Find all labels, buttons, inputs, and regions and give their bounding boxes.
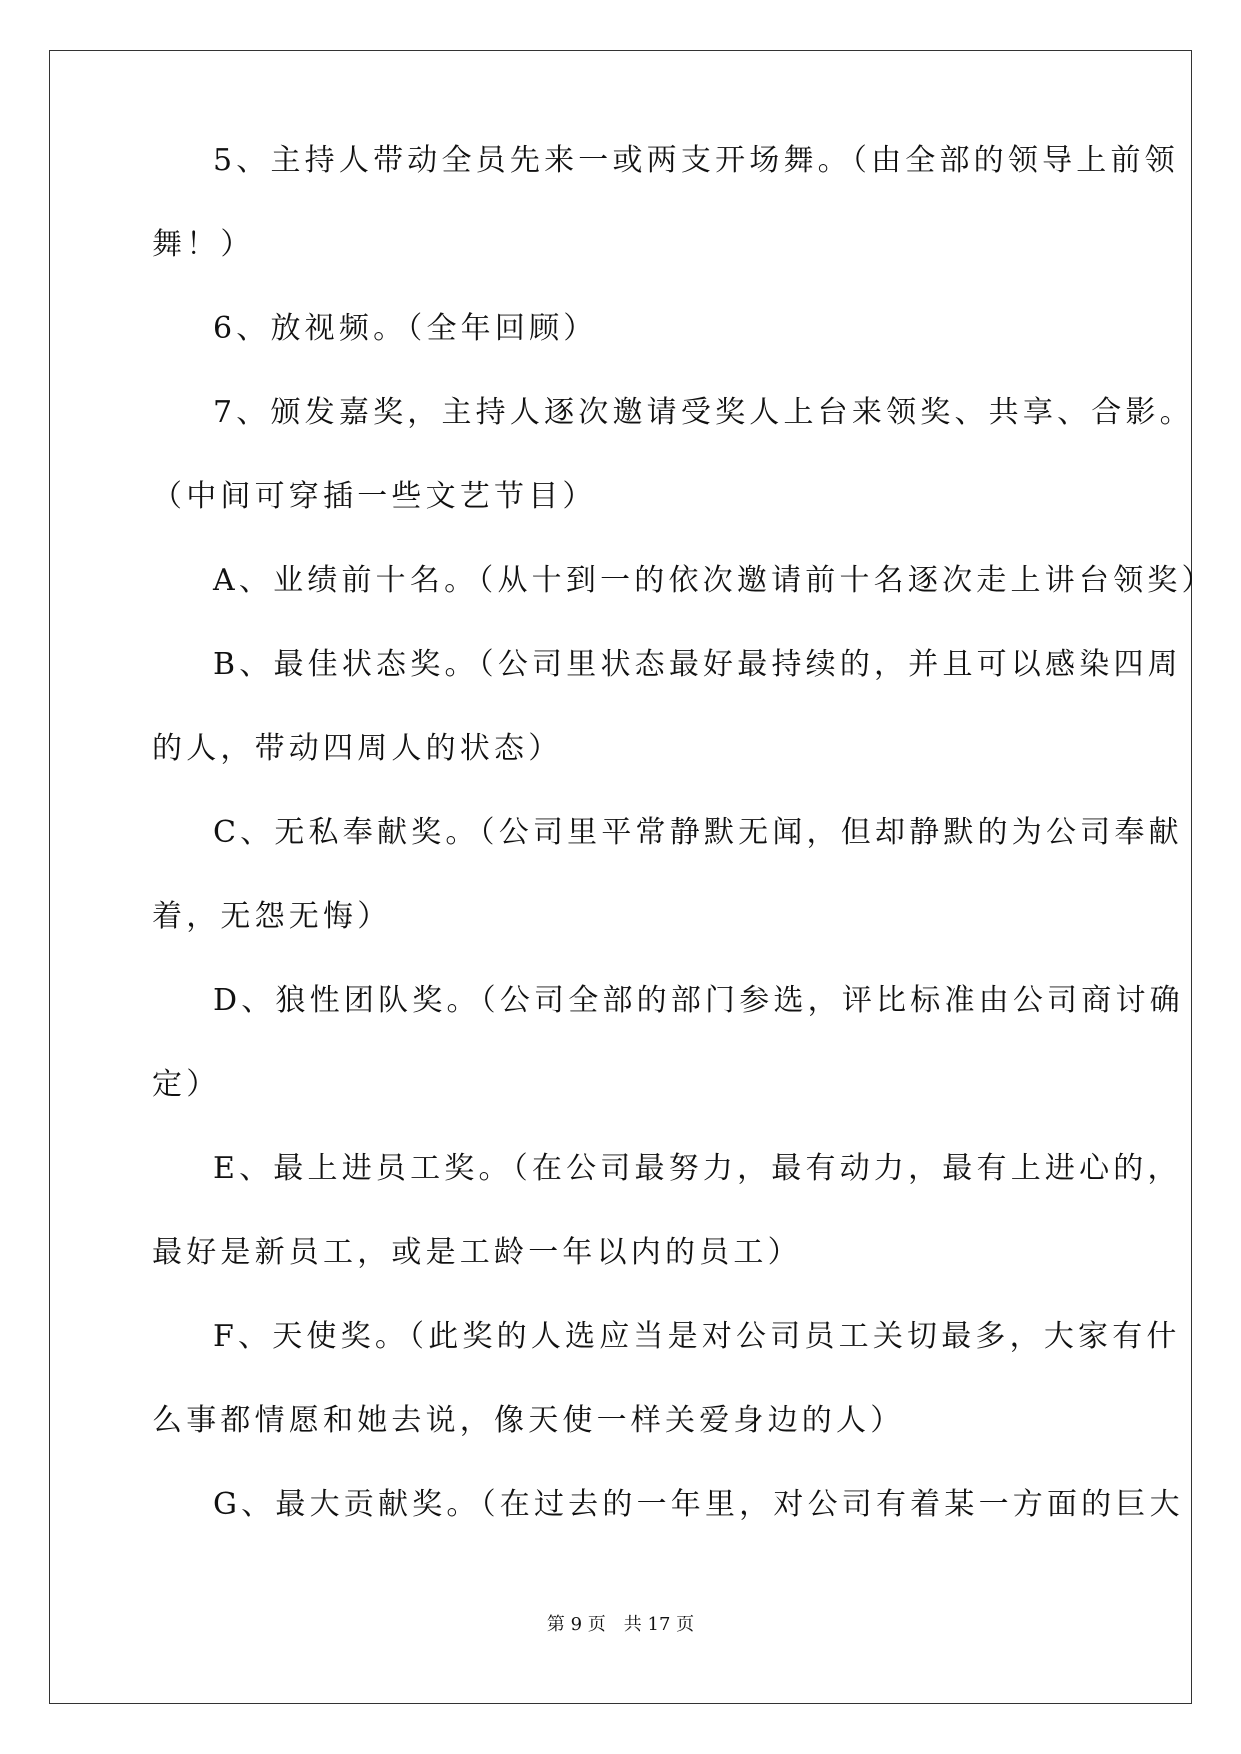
paragraph-line: 5、主持人带动全员先来一或两支开场舞。（由全部的领导上前领 xyxy=(213,143,1179,178)
paragraph-line: 着，无怨无悔） xyxy=(152,899,392,934)
paragraph-line: 7、颁发嘉奖，主持人逐次邀请受奖人上台来领奖、共享、合影。 xyxy=(213,395,1194,430)
paragraph-line: B、最佳状态奖。（公司里状态最好最持续的，并且可以感染四周 xyxy=(213,647,1182,682)
paragraph-line: D、狼性团队奖。（公司全部的部门参选，评比标准由公司商讨确 xyxy=(213,983,1184,1018)
paragraph-line: 最好是新员工，或是工龄一年以内的员工） xyxy=(152,1235,802,1270)
paragraph-line: 舞！） xyxy=(152,227,255,262)
paragraph-line: G、最大贡献奖。（在过去的一年里，对公司有着某一方面的巨大 xyxy=(213,1487,1184,1522)
paragraph-line: （中间可穿插一些文艺节目） xyxy=(152,479,597,514)
page-number-footer: 第 9 页 共 17 页 xyxy=(546,1614,695,1635)
paragraph-line: 6、放视频。（全年回顾） xyxy=(213,311,598,346)
paragraph-line: F、天使奖。（此奖的人选应当是对公司员工关切最多，大家有什 xyxy=(213,1319,1181,1354)
document-body xyxy=(152,140,1216,1568)
paragraph-line: 么事都情愿和她去说，像天使一样关爱身边的人） xyxy=(152,1403,905,1438)
paragraph-line: C、无私奉献奖。（公司里平常静默无闻，但却静默的为公司奉献 xyxy=(213,815,1183,850)
paragraph-line: A、业绩前十名。（从十到一的依次邀请前十名逐次走上讲台领奖） xyxy=(213,563,1216,598)
paragraph-line: 的人，带动四周人的状态） xyxy=(152,731,563,766)
paragraph-line: 定） xyxy=(152,1067,221,1102)
paragraph-line: E、最上进员工奖。（在公司最努力，最有动力，最有上进心的， xyxy=(213,1151,1182,1186)
